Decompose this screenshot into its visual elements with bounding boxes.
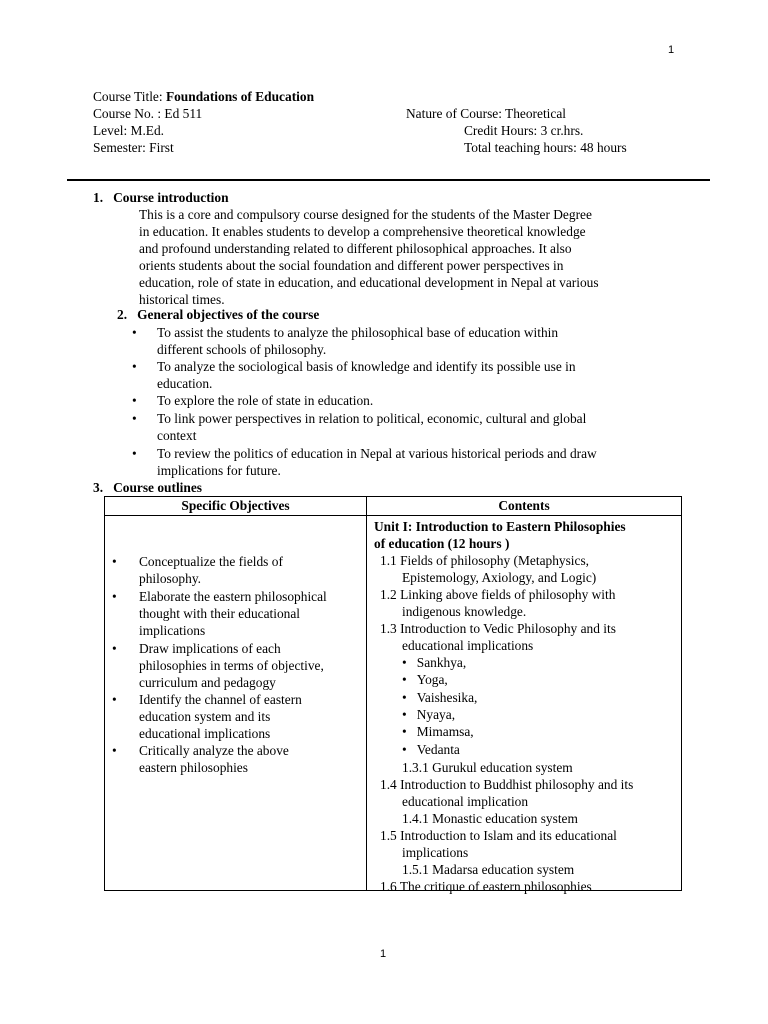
content-line: 1.6 The critique of eastern philosophies: [380, 879, 592, 894]
content-line: educational implication: [402, 794, 529, 809]
course-title-label: Course Title:: [93, 89, 166, 104]
content-line: educational implications: [402, 638, 534, 653]
content-line: 1.4 Introduction to Buddhist philosophy and its: [380, 777, 634, 792]
bullet-icon: •: [132, 446, 137, 461]
intro-paragraph: [139, 206, 679, 308]
col-header-objectives: Specific Objectives: [105, 497, 367, 516]
content-line: Epistemology, Axiology, and Logic): [402, 570, 597, 585]
credit-hours: Credit Hours: 3 cr.hrs.: [464, 123, 584, 138]
intro-line: orients students about the social foundation and different power perspectives in: [139, 258, 564, 273]
content-line: 1.3 Introduction to Vedic Philosophy and its: [380, 621, 616, 636]
content-line: indigenous knowledge.: [402, 604, 527, 619]
objectives-heading: 2. General objectives of the course: [117, 307, 320, 322]
school-item: • Sankhya,: [402, 655, 467, 670]
intro-heading: 1. Course introduction: [93, 190, 229, 205]
intro-line: and profound understanding related to different philosophical approaches. It also: [139, 241, 572, 256]
contents-cell: [367, 516, 682, 894]
bullet-icon: •: [132, 393, 137, 408]
content-line: implications: [402, 845, 469, 860]
course-level: Level: M.Ed.: [93, 123, 165, 138]
course-outline-table: [104, 496, 682, 894]
header-divider: [67, 179, 710, 181]
content-line: 1.1 Fields of philosophy (Metaphysics,: [380, 553, 590, 568]
course-title-value: Foundations of Education: [165, 89, 315, 104]
semester: Semester: First: [93, 140, 174, 155]
bullet-icon: •: [132, 325, 137, 340]
page-number-top: 1: [668, 44, 675, 56]
course-nature: Nature of Course: Theoretical: [406, 106, 567, 121]
intro-line: in education. It enables students to develop a comprehensive theoretical knowledge: [139, 224, 586, 239]
school-item: • Yoga,: [402, 672, 448, 687]
intro-line: historical times.: [139, 292, 225, 307]
school-item: • Vedanta: [402, 742, 460, 757]
outline-heading: 3. Course outlines: [93, 480, 202, 495]
content-line: 1.3.1 Gurukul education system: [402, 760, 573, 775]
content-line: 1.2 Linking above fields of philosophy with: [380, 587, 616, 602]
course-title-line: [93, 88, 314, 105]
content-line: 1.5 Introduction to Islam and its educational: [380, 828, 617, 843]
bullet-icon: •: [132, 359, 137, 374]
school-item: • Vaishesika,: [402, 690, 478, 705]
col-header-contents: Contents: [367, 497, 682, 516]
unit-title-cont: of education (12 hours ): [374, 536, 510, 551]
school-item: • Mimamsa,: [402, 724, 474, 739]
page-number-bottom: 1: [380, 948, 387, 960]
school-item: • Nyaya,: [402, 707, 456, 722]
teaching-hours: Total teaching hours: 48 hours: [464, 140, 627, 155]
intro-line: education, role of state in education, and educational development in Nepal at various: [139, 275, 599, 290]
bullet-icon: •: [132, 411, 137, 426]
content-line: 1.4.1 Monastic education system: [402, 811, 578, 826]
intro-line: This is a core and compulsory course designed for the students of the Master Degree: [139, 207, 592, 222]
specific-objectives-cell: • Conceptualize the fields of philosophy. • Elaborate the eastern philosophical thought with their educational implications • Draw implications of each philosophies in terms of objective, curriculum and pedagogy • Identify the channel of eastern education system and its educational implications • Critically analyze the above eastern philosophies: [105, 516, 367, 891]
content-line: 1.5.1 Madarsa education system: [402, 862, 575, 877]
course-number: Course No. : Ed 511: [93, 106, 203, 121]
unit-title: Unit I: Introduction to Eastern Philosophies: [374, 519, 626, 534]
